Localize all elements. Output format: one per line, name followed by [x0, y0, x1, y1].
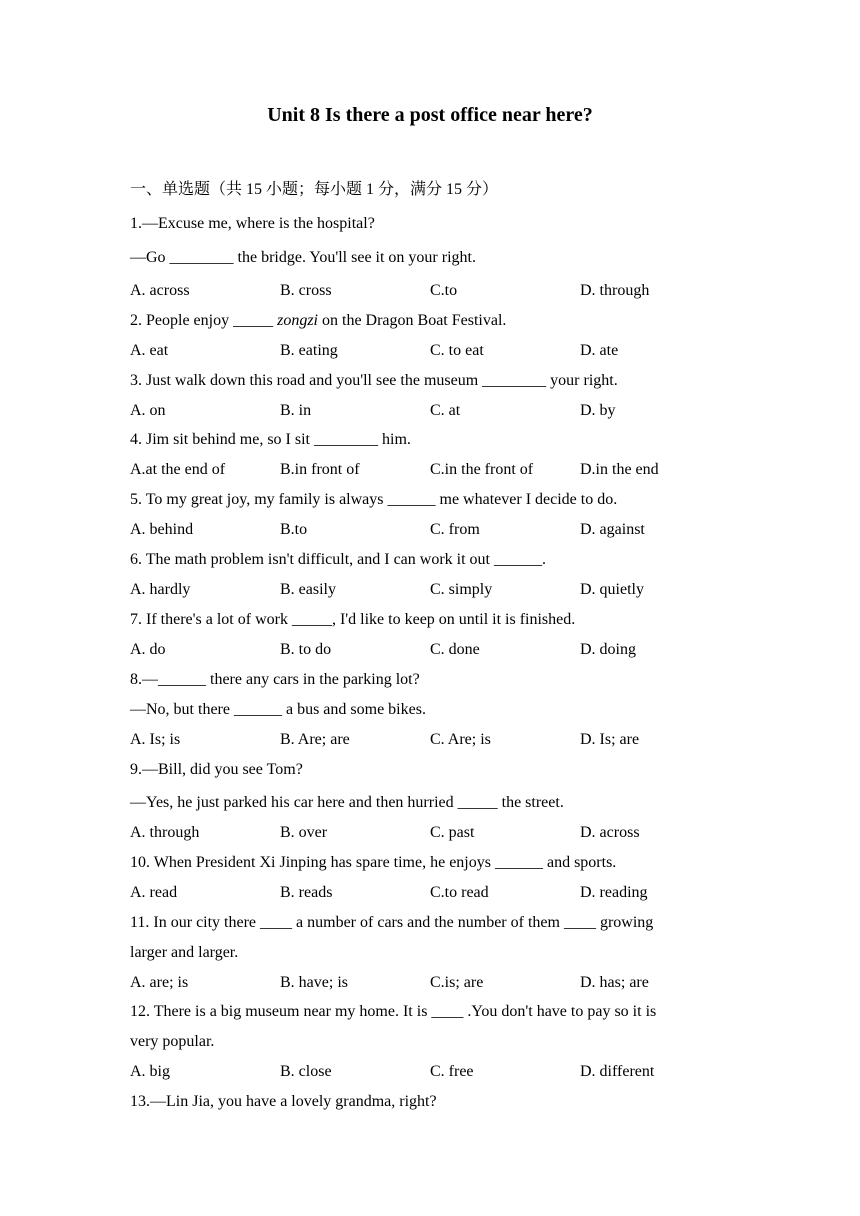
question-7-stem: 7. If there's a lot of work _____, I'd like to keep on until it is finished. — [130, 611, 576, 628]
question-8-option-b: B. Are; are — [280, 731, 350, 748]
question-9-stem-line2: —Yes, he just parked his car here and then hurried _____ the street. — [130, 794, 564, 811]
question-4-stem: 4. Jim sit behind me, so I sit ________ him. — [130, 431, 411, 448]
question-10-option-b: B. reads — [280, 884, 333, 901]
question-1-option-c: C.to — [430, 282, 458, 299]
question-2-option-b: B. eating — [280, 342, 338, 359]
question-9-option-a: A. through — [130, 824, 200, 841]
question-6-option-a: A. hardly — [130, 581, 191, 598]
question-8-option-c: C. Are; is — [430, 731, 491, 748]
question-2-stem-pre: 2. People enjoy _____ — [130, 312, 278, 329]
question-2-option-d: D. ate — [580, 342, 619, 359]
question-3-option-b: B. in — [280, 402, 312, 419]
question-1-stem: 1.—Excuse me, where is the hospital? — [130, 215, 375, 232]
question-11-option-a: A. are; is — [130, 974, 189, 991]
question-2-option-a: A. eat — [130, 342, 169, 359]
question-2-stem — [130, 311, 506, 331]
question-12-option-c: C. free — [430, 1063, 474, 1080]
question-12-stem-line2: very popular. — [130, 1033, 215, 1050]
question-6-option-b: B. easily — [280, 581, 336, 598]
question-11-option-d: D. has; are — [580, 974, 649, 991]
question-9-option-d: D. across — [580, 824, 640, 841]
question-5-option-a: A. behind — [130, 521, 194, 538]
question-4-option-a: A.at the end of — [130, 461, 226, 478]
question-8-stem-line2: —No, but there ______ a bus and some bikes. — [130, 701, 426, 718]
question-5-option-d: D. against — [580, 521, 645, 538]
question-5-option-c: C. from — [430, 521, 480, 538]
question-8-stem: 8.—______ there any cars in the parking lot? — [130, 671, 420, 688]
question-9-option-b: B. over — [280, 824, 328, 841]
question-1-stem-line2: —Go ________ the bridge. You'll see it on your right. — [130, 249, 476, 266]
question-6-option-c: C. simply — [430, 581, 493, 598]
question-12-option-d: D. different — [580, 1063, 655, 1080]
question-2-option-c: C. to eat — [430, 342, 484, 359]
question-6-option-d: D. quietly — [580, 581, 644, 598]
question-8-option-d: D. Is; are — [580, 731, 640, 748]
question-12-stem: 12. There is a big museum near my home. It is ____ .You don't have to pay so it is — [130, 1003, 657, 1020]
question-10-option-d: D. reading — [580, 884, 648, 901]
question-4-option-d: D.in the end — [580, 461, 659, 478]
question-11-stem-line2: larger and larger. — [130, 944, 239, 961]
question-3-option-d: D. by — [580, 402, 616, 419]
question-12-option-a: A. big — [130, 1063, 170, 1080]
question-9-option-c: C. past — [430, 824, 475, 841]
question-4-option-b: B.in front of — [280, 461, 360, 478]
question-12-option-b: B. close — [280, 1063, 332, 1080]
question-10-option-a: A. read — [130, 884, 178, 901]
question-8-option-a: A. Is; is — [130, 731, 181, 748]
question-1-option-d: D. through — [580, 282, 650, 299]
question-13-stem: 13.—Lin Jia, you have a lovely grandma, right? — [130, 1093, 437, 1110]
question-7-option-d: D. doing — [580, 641, 636, 658]
question-3-stem: 3. Just walk down this road and you'll see the museum ________ your right. — [130, 372, 618, 389]
question-10-stem: 10. When President Xi Jinping has spare time, he enjoys ______ and sports. — [130, 854, 617, 871]
question-11-option-c: C.is; are — [430, 974, 484, 991]
question-4-option-c: C.in the front of — [430, 461, 534, 478]
question-1-option-a: A. across — [130, 282, 190, 299]
question-6-stem: 6. The math problem isn't difficult, and I can work it out ______. — [130, 551, 546, 568]
question-7-option-b: B. to do — [280, 641, 332, 658]
question-7-option-a: A. do — [130, 641, 166, 658]
question-2-stem-italic: zongzi — [277, 312, 318, 329]
question-10-option-c: C.to read — [430, 884, 489, 901]
question-5-option-b: B.to — [280, 521, 308, 538]
question-11-stem: 11. In our city there ____ a number of cars and the number of them ____ growing — [130, 914, 654, 931]
question-3-option-c: C. at — [430, 402, 461, 419]
section-heading: 一、单选题（共 15 小题；每小题 1 分，满分 15 分） — [130, 181, 499, 198]
question-7-option-c: C. done — [430, 641, 480, 658]
question-11-option-b: B. have; is — [280, 974, 348, 991]
question-3-option-a: A. on — [130, 402, 166, 419]
document-title: Unit 8 Is there a post office near here? — [267, 104, 593, 126]
question-1-option-b: B. cross — [280, 282, 332, 299]
question-5-stem: 5. To my great joy, my family is always ______ me whatever I decide to do. — [130, 491, 618, 508]
question-2-stem-post: on the Dragon Boat Festival. — [318, 312, 507, 329]
question-9-stem: 9.—Bill, did you see Tom? — [130, 761, 303, 778]
